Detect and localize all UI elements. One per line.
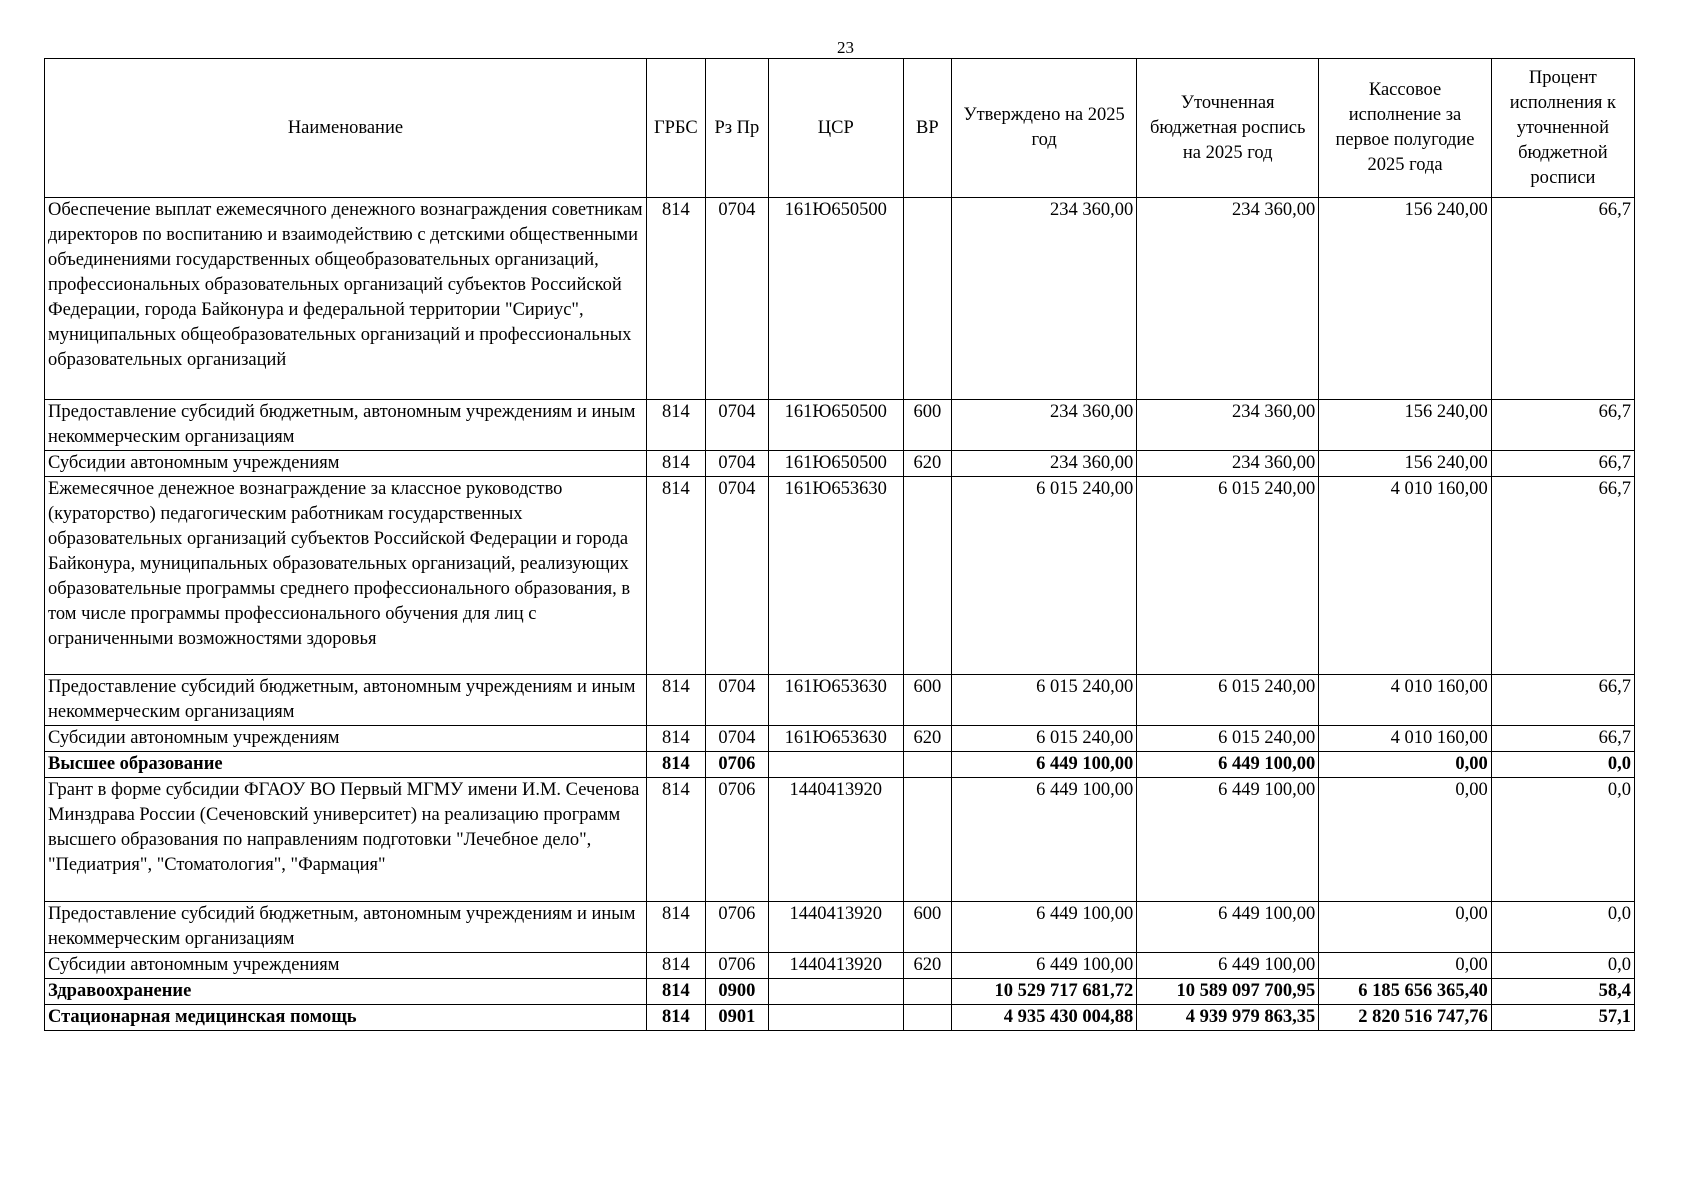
- cell-name: Обеспечение выплат ежемесячного денежного вознаграждения советникам директоров по воспитанию и взаимодействию с детскими общественными объединениями государственных общеобразовательных организаций, профессиональных образовательных организаций субъектов Российской Федерации, города Байконура и федеральной территории "Сириус", муниципальных общеобразовательных организаций и профессиональных образовательных организаций: [45, 198, 647, 400]
- cell-rzpr: 0706: [705, 902, 768, 953]
- cell-percent: 66,7: [1491, 675, 1634, 726]
- table-row: [45, 778, 1635, 902]
- cell-vr: [903, 979, 951, 1005]
- header-refined: Уточненная бюджетная роспись на 2025 год: [1137, 59, 1319, 198]
- cell-grbs: 814: [646, 752, 705, 778]
- header-percent: Процент исполнения к уточненной бюджетной росписи: [1491, 59, 1634, 198]
- header-csr: ЦСР: [768, 59, 903, 198]
- cell-percent: 0,0: [1491, 902, 1634, 953]
- cell-vr: [903, 477, 951, 675]
- cell-vr: 620: [903, 726, 951, 752]
- header-name: Наименование: [45, 59, 647, 198]
- cell-grbs: 814: [646, 778, 705, 902]
- table-row: [45, 675, 1635, 726]
- table-row: [45, 477, 1635, 675]
- cell-rzpr: 0706: [705, 953, 768, 979]
- cell-vr: [903, 1005, 951, 1031]
- cell-csr: 161Ю650500: [768, 198, 903, 400]
- cell-percent: 66,7: [1491, 198, 1634, 400]
- cell-executed: 6 185 656 365,40: [1319, 979, 1492, 1005]
- cell-rzpr: 0704: [705, 400, 768, 451]
- cell-name: Субсидии автономным учреждениям: [45, 953, 647, 979]
- cell-csr: 161Ю650500: [768, 451, 903, 477]
- cell-grbs: 814: [646, 953, 705, 979]
- cell-approved: 10 529 717 681,72: [952, 979, 1137, 1005]
- cell-name: Субсидии автономным учреждениям: [45, 726, 647, 752]
- cell-percent: 57,1: [1491, 1005, 1634, 1031]
- header-executed: Кассовое исполнение за первое полугодие 2025 года: [1319, 59, 1492, 198]
- table-row: [45, 1005, 1635, 1031]
- cell-refined: 6 015 240,00: [1137, 477, 1319, 675]
- cell-refined: 234 360,00: [1137, 198, 1319, 400]
- cell-rzpr: 0901: [705, 1005, 768, 1031]
- cell-approved: 234 360,00: [952, 400, 1137, 451]
- cell-executed: 0,00: [1319, 902, 1492, 953]
- cell-csr: [768, 1005, 903, 1031]
- table-row: [45, 198, 1635, 400]
- cell-grbs: 814: [646, 979, 705, 1005]
- cell-approved: 6 015 240,00: [952, 726, 1137, 752]
- cell-percent: 66,7: [1491, 477, 1634, 675]
- cell-name: Предоставление субсидий бюджетным, автономным учреждениям и иным некоммерческим организациям: [45, 400, 647, 451]
- table-row: [45, 400, 1635, 451]
- cell-approved: 6 449 100,00: [952, 778, 1137, 902]
- cell-percent: 66,7: [1491, 451, 1634, 477]
- cell-approved: 6 449 100,00: [952, 902, 1137, 953]
- cell-grbs: 814: [646, 902, 705, 953]
- cell-name: Ежемесячное денежное вознаграждение за классное руководство (кураторство) педагогическим работникам государственных образовательных организаций субъектов Российской Федерации и города Байконура, муниципальных образовательных организаций, реализующих образовательные программы среднего профессионального образования, в том числе программы профессионального обучения для лиц с ограниченными возможностями здоровья: [45, 477, 647, 675]
- cell-name: Предоставление субсидий бюджетным, автономным учреждениям и иным некоммерческим организациям: [45, 902, 647, 953]
- cell-csr: 161Ю653630: [768, 675, 903, 726]
- cell-approved: 234 360,00: [952, 198, 1137, 400]
- cell-name: Высшее образование: [45, 752, 647, 778]
- cell-refined: 10 589 097 700,95: [1137, 979, 1319, 1005]
- cell-executed: 156 240,00: [1319, 451, 1492, 477]
- cell-executed: 156 240,00: [1319, 198, 1492, 400]
- cell-rzpr: 0704: [705, 477, 768, 675]
- cell-approved: 234 360,00: [952, 451, 1137, 477]
- cell-vr: 600: [903, 400, 951, 451]
- table-row: [45, 953, 1635, 979]
- cell-csr: 1440413920: [768, 778, 903, 902]
- cell-refined: 234 360,00: [1137, 451, 1319, 477]
- cell-refined: 6 015 240,00: [1137, 675, 1319, 726]
- cell-name: Стационарная медицинская помощь: [45, 1005, 647, 1031]
- cell-executed: 4 010 160,00: [1319, 726, 1492, 752]
- cell-vr: [903, 778, 951, 902]
- cell-refined: 234 360,00: [1137, 400, 1319, 451]
- cell-rzpr: 0704: [705, 675, 768, 726]
- cell-vr: 620: [903, 451, 951, 477]
- cell-percent: 0,0: [1491, 953, 1634, 979]
- cell-csr: [768, 979, 903, 1005]
- cell-vr: 600: [903, 902, 951, 953]
- header-approved: Утверждено на 2025 год: [952, 59, 1137, 198]
- cell-csr: 1440413920: [768, 953, 903, 979]
- header-row: [45, 59, 1635, 198]
- cell-percent: 0,0: [1491, 752, 1634, 778]
- cell-name: Субсидии автономным учреждениям: [45, 451, 647, 477]
- cell-approved: 6 449 100,00: [952, 752, 1137, 778]
- cell-executed: 0,00: [1319, 953, 1492, 979]
- cell-csr: [768, 752, 903, 778]
- cell-rzpr: 0704: [705, 726, 768, 752]
- cell-refined: 6 449 100,00: [1137, 778, 1319, 902]
- cell-refined: 6 449 100,00: [1137, 752, 1319, 778]
- cell-approved: 4 935 430 004,88: [952, 1005, 1137, 1031]
- cell-refined: 6 015 240,00: [1137, 726, 1319, 752]
- cell-csr: 161Ю650500: [768, 400, 903, 451]
- cell-executed: 4 010 160,00: [1319, 675, 1492, 726]
- cell-refined: 6 449 100,00: [1137, 902, 1319, 953]
- cell-name: Грант в форме субсидии ФГАОУ ВО Первый МГМУ имени И.М. Сеченова Минздрава России (Сеченовский университет) на реализацию программ высшего образования по направлениям подготовки "Лечебное дело", "Педиатрия", "Стоматология", "Фармация": [45, 778, 647, 902]
- cell-executed: 156 240,00: [1319, 400, 1492, 451]
- table-row: [45, 726, 1635, 752]
- cell-rzpr: 0704: [705, 451, 768, 477]
- cell-vr: [903, 198, 951, 400]
- cell-grbs: 814: [646, 675, 705, 726]
- cell-grbs: 814: [646, 451, 705, 477]
- cell-executed: 4 010 160,00: [1319, 477, 1492, 675]
- table-row: [45, 451, 1635, 477]
- cell-csr: 1440413920: [768, 902, 903, 953]
- cell-vr: 600: [903, 675, 951, 726]
- cell-vr: 620: [903, 953, 951, 979]
- cell-rzpr: 0706: [705, 778, 768, 902]
- table-row: [45, 979, 1635, 1005]
- cell-name: Предоставление субсидий бюджетным, автономным учреждениям и иным некоммерческим организациям: [45, 675, 647, 726]
- cell-vr: [903, 752, 951, 778]
- cell-rzpr: 0706: [705, 752, 768, 778]
- cell-grbs: 814: [646, 1005, 705, 1031]
- cell-refined: 6 449 100,00: [1137, 953, 1319, 979]
- header-rzpr: Рз Пр: [705, 59, 768, 198]
- cell-executed: 2 820 516 747,76: [1319, 1005, 1492, 1031]
- cell-grbs: 814: [646, 400, 705, 451]
- cell-approved: 6 449 100,00: [952, 953, 1137, 979]
- cell-rzpr: 0704: [705, 198, 768, 400]
- cell-name: Здравоохранение: [45, 979, 647, 1005]
- cell-percent: 0,0: [1491, 778, 1634, 902]
- header-vr: ВР: [903, 59, 951, 198]
- cell-executed: 0,00: [1319, 752, 1492, 778]
- cell-refined: 4 939 979 863,35: [1137, 1005, 1319, 1031]
- cell-rzpr: 0900: [705, 979, 768, 1005]
- budget-table: [44, 58, 1635, 1031]
- cell-approved: 6 015 240,00: [952, 477, 1137, 675]
- cell-csr: 161Ю653630: [768, 726, 903, 752]
- table-row: [45, 902, 1635, 953]
- cell-grbs: 814: [646, 198, 705, 400]
- page-number: 23: [837, 38, 854, 57]
- cell-executed: 0,00: [1319, 778, 1492, 902]
- cell-grbs: 814: [646, 477, 705, 675]
- cell-percent: 66,7: [1491, 400, 1634, 451]
- cell-percent: 58,4: [1491, 979, 1634, 1005]
- cell-approved: 6 015 240,00: [952, 675, 1137, 726]
- table-row: [45, 752, 1635, 778]
- cell-grbs: 814: [646, 726, 705, 752]
- cell-csr: 161Ю653630: [768, 477, 903, 675]
- header-grbs: ГРБС: [646, 59, 705, 198]
- cell-percent: 66,7: [1491, 726, 1634, 752]
